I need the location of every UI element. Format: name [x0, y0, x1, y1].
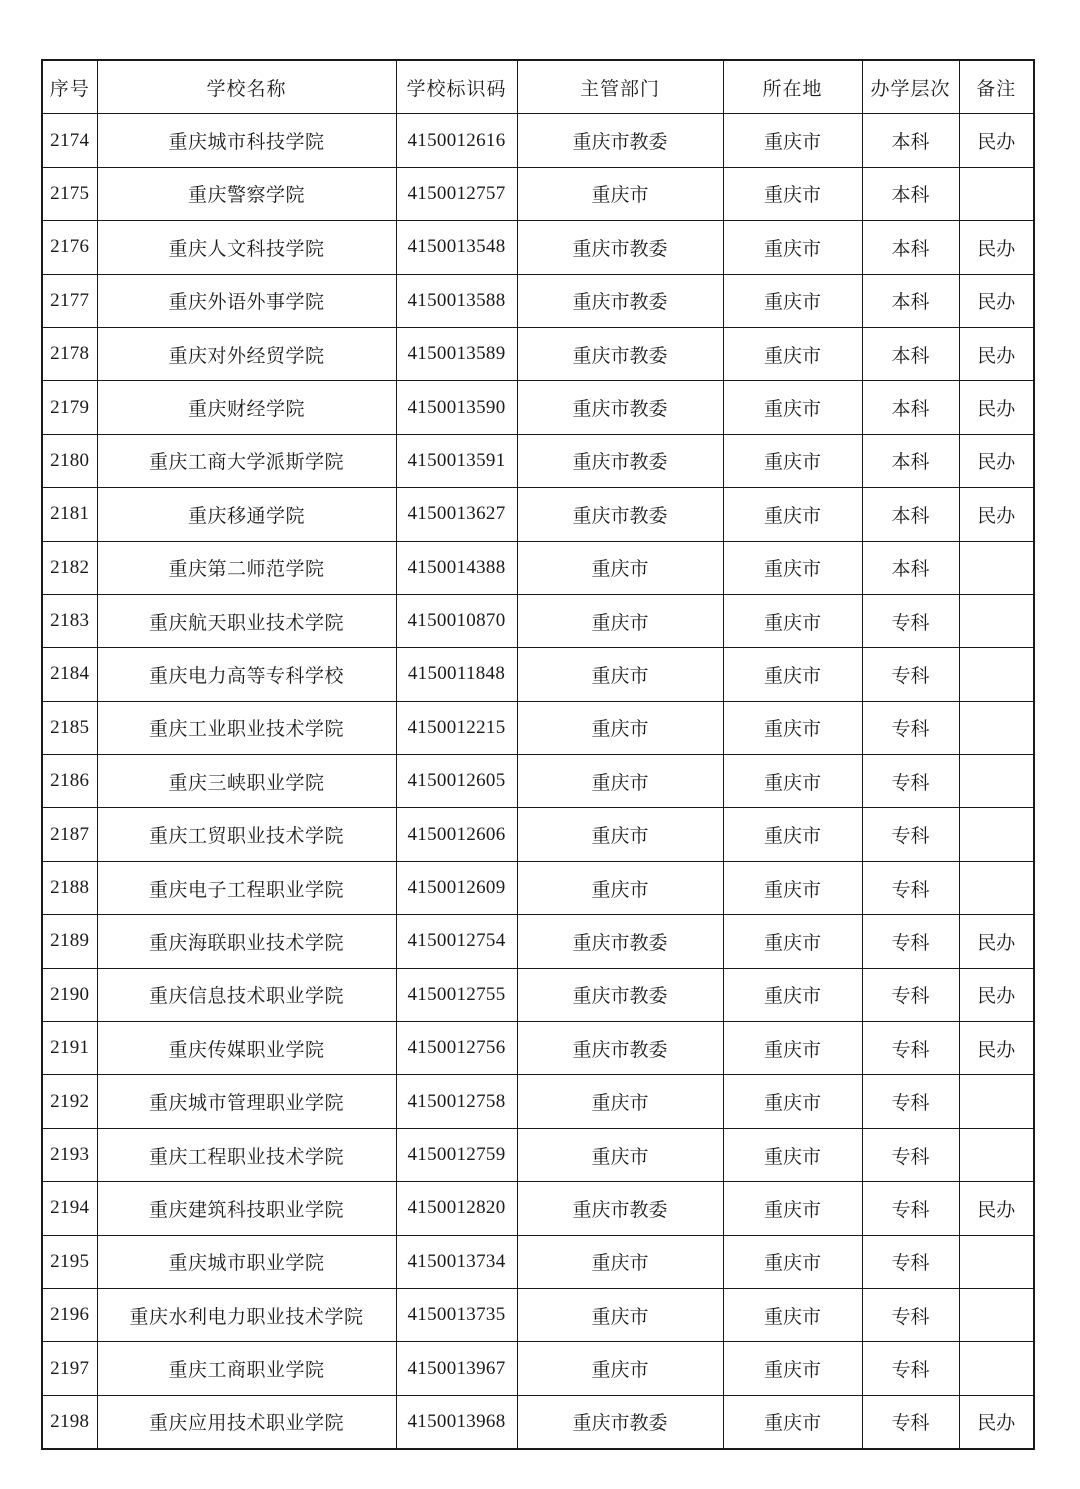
header-location: 所在地: [723, 60, 862, 114]
table-row: [42, 1128, 1034, 1181]
cell-remark: 民办: [959, 221, 1034, 274]
cell-level: 专科: [862, 915, 959, 968]
header-row: [42, 60, 1034, 114]
cell-department: 重庆市教委: [517, 1182, 723, 1235]
table-row: [42, 1395, 1034, 1449]
cell-department: 重庆市教委: [517, 381, 723, 434]
table-row: [42, 808, 1034, 861]
table-row: [42, 488, 1034, 541]
cell-name: 重庆海联职业技术学院: [97, 915, 396, 968]
cell-code: 4150013968: [396, 1395, 517, 1449]
cell-name: 重庆电子工程职业学院: [97, 861, 396, 914]
cell-remark: [959, 167, 1034, 220]
cell-code: 4150010870: [396, 594, 517, 647]
cell-location: 重庆市: [723, 488, 862, 541]
cell-code: 4150013590: [396, 381, 517, 434]
cell-level: 本科: [862, 434, 959, 487]
cell-department: 重庆市教委: [517, 1395, 723, 1449]
header-school-name: 学校名称: [97, 60, 396, 114]
cell-location: 重庆市: [723, 1235, 862, 1288]
cell-code: 4150012605: [396, 755, 517, 808]
cell-department: 重庆市教委: [517, 327, 723, 380]
cell-location: 重庆市: [723, 594, 862, 647]
cell-level: 专科: [862, 968, 959, 1021]
cell-location: 重庆市: [723, 1128, 862, 1181]
table-row: [42, 648, 1034, 701]
header-level: 办学层次: [862, 60, 959, 114]
cell-remark: 民办: [959, 488, 1034, 541]
cell-department: 重庆市教委: [517, 1022, 723, 1075]
table-row: [42, 381, 1034, 434]
cell-remark: 民办: [959, 114, 1034, 167]
table-row: [42, 1288, 1034, 1341]
cell-department: 重庆市: [517, 701, 723, 754]
cell-level: 专科: [862, 1395, 959, 1449]
cell-seq: 2191: [42, 1022, 97, 1075]
cell-name: 重庆工商大学派斯学院: [97, 434, 396, 487]
cell-code: 4150011848: [396, 648, 517, 701]
table-row: [42, 541, 1034, 594]
cell-seq: 2176: [42, 221, 97, 274]
cell-code: 4150013735: [396, 1288, 517, 1341]
cell-seq: 2195: [42, 1235, 97, 1288]
cell-location: 重庆市: [723, 648, 862, 701]
table-row: [42, 274, 1034, 327]
cell-department: 重庆市: [517, 1075, 723, 1128]
cell-name: 重庆信息技术职业学院: [97, 968, 396, 1021]
cell-department: 重庆市教委: [517, 434, 723, 487]
cell-level: 专科: [862, 701, 959, 754]
table-row: [42, 221, 1034, 274]
cell-department: 重庆市教委: [517, 221, 723, 274]
cell-level: 本科: [862, 488, 959, 541]
cell-seq: 2180: [42, 434, 97, 487]
cell-department: 重庆市: [517, 1288, 723, 1341]
cell-remark: 民办: [959, 1395, 1034, 1449]
cell-location: 重庆市: [723, 434, 862, 487]
cell-remark: [959, 755, 1034, 808]
cell-name: 重庆城市职业学院: [97, 1235, 396, 1288]
cell-level: 本科: [862, 327, 959, 380]
cell-name: 重庆工贸职业技术学院: [97, 808, 396, 861]
cell-remark: 民办: [959, 274, 1034, 327]
cell-remark: 民办: [959, 381, 1034, 434]
cell-code: 4150012754: [396, 915, 517, 968]
cell-code: 4150013591: [396, 434, 517, 487]
table-row: [42, 968, 1034, 1021]
cell-location: 重庆市: [723, 274, 862, 327]
cell-remark: 民办: [959, 915, 1034, 968]
table-header: [42, 60, 1034, 114]
cell-department: 重庆市教委: [517, 968, 723, 1021]
cell-remark: [959, 808, 1034, 861]
cell-name: 重庆应用技术职业学院: [97, 1395, 396, 1449]
cell-level: 专科: [862, 861, 959, 914]
table-row: [42, 701, 1034, 754]
header-department: 主管部门: [517, 60, 723, 114]
cell-level: 专科: [862, 755, 959, 808]
cell-name: 重庆航天职业技术学院: [97, 594, 396, 647]
cell-code: 4150012215: [396, 701, 517, 754]
cell-remark: [959, 1288, 1034, 1341]
cell-code: 4150012759: [396, 1128, 517, 1181]
cell-level: 本科: [862, 274, 959, 327]
cell-code: 4150012758: [396, 1075, 517, 1128]
cell-location: 重庆市: [723, 1342, 862, 1395]
cell-code: 4150012616: [396, 114, 517, 167]
cell-name: 重庆警察学院: [97, 167, 396, 220]
cell-name: 重庆城市科技学院: [97, 114, 396, 167]
cell-name: 重庆工商职业学院: [97, 1342, 396, 1395]
cell-location: 重庆市: [723, 1288, 862, 1341]
cell-level: 专科: [862, 1182, 959, 1235]
cell-location: 重庆市: [723, 755, 862, 808]
cell-code: 4150013589: [396, 327, 517, 380]
cell-seq: 2181: [42, 488, 97, 541]
cell-department: 重庆市: [517, 541, 723, 594]
cell-level: 专科: [862, 1128, 959, 1181]
cell-level: 专科: [862, 1288, 959, 1341]
cell-code: 4150012756: [396, 1022, 517, 1075]
cell-location: 重庆市: [723, 1395, 862, 1449]
cell-location: 重庆市: [723, 221, 862, 274]
cell-department: 重庆市: [517, 861, 723, 914]
cell-seq: 2194: [42, 1182, 97, 1235]
cell-level: 专科: [862, 1022, 959, 1075]
cell-seq: 2190: [42, 968, 97, 1021]
cell-department: 重庆市教委: [517, 915, 723, 968]
cell-name: 重庆人文科技学院: [97, 221, 396, 274]
cell-location: 重庆市: [723, 541, 862, 594]
cell-location: 重庆市: [723, 114, 862, 167]
cell-remark: 民办: [959, 327, 1034, 380]
cell-code: 4150013627: [396, 488, 517, 541]
cell-level: 专科: [862, 594, 959, 647]
cell-department: 重庆市: [517, 1128, 723, 1181]
cell-location: 重庆市: [723, 808, 862, 861]
cell-seq: 2175: [42, 167, 97, 220]
cell-department: 重庆市: [517, 167, 723, 220]
cell-seq: 2177: [42, 274, 97, 327]
table-row: [42, 1022, 1034, 1075]
table-row: [42, 755, 1034, 808]
table-row: [42, 1182, 1034, 1235]
cell-location: 重庆市: [723, 861, 862, 914]
cell-code: 4150013967: [396, 1342, 517, 1395]
cell-name: 重庆水利电力职业技术学院: [97, 1288, 396, 1341]
cell-level: 本科: [862, 541, 959, 594]
cell-level: 专科: [862, 648, 959, 701]
cell-remark: [959, 1342, 1034, 1395]
cell-location: 重庆市: [723, 1075, 862, 1128]
cell-seq: 2182: [42, 541, 97, 594]
cell-location: 重庆市: [723, 701, 862, 754]
cell-code: 4150012820: [396, 1182, 517, 1235]
cell-level: 本科: [862, 167, 959, 220]
cell-code: 4150013548: [396, 221, 517, 274]
header-remark: 备注: [959, 60, 1034, 114]
cell-name: 重庆对外经贸学院: [97, 327, 396, 380]
cell-level: 本科: [862, 221, 959, 274]
cell-name: 重庆电力高等专科学校: [97, 648, 396, 701]
cell-seq: 2174: [42, 114, 97, 167]
school-list-table: [41, 59, 1035, 1450]
cell-seq: 2189: [42, 915, 97, 968]
cell-level: 本科: [862, 114, 959, 167]
cell-location: 重庆市: [723, 1182, 862, 1235]
cell-remark: [959, 1075, 1034, 1128]
cell-code: 4150014388: [396, 541, 517, 594]
cell-level: 专科: [862, 808, 959, 861]
cell-remark: 民办: [959, 1182, 1034, 1235]
cell-level: 专科: [862, 1075, 959, 1128]
cell-code: 4150013734: [396, 1235, 517, 1288]
cell-seq: 2179: [42, 381, 97, 434]
cell-remark: [959, 1128, 1034, 1181]
table-row: [42, 1075, 1034, 1128]
cell-code: 4150012757: [396, 167, 517, 220]
table-row: [42, 1342, 1034, 1395]
header-seq: 序号: [42, 60, 97, 114]
cell-seq: 2198: [42, 1395, 97, 1449]
table-row: [42, 114, 1034, 167]
cell-level: 专科: [862, 1342, 959, 1395]
cell-seq: 2193: [42, 1128, 97, 1181]
cell-remark: [959, 594, 1034, 647]
cell-remark: [959, 648, 1034, 701]
cell-department: 重庆市: [517, 755, 723, 808]
cell-department: 重庆市教委: [517, 114, 723, 167]
table-body: [42, 114, 1034, 1449]
cell-location: 重庆市: [723, 968, 862, 1021]
cell-seq: 2192: [42, 1075, 97, 1128]
header-school-code: 学校标识码: [396, 60, 517, 114]
cell-seq: 2187: [42, 808, 97, 861]
table-row: [42, 434, 1034, 487]
cell-department: 重庆市: [517, 1235, 723, 1288]
cell-code: 4150013588: [396, 274, 517, 327]
cell-name: 重庆第二师范学院: [97, 541, 396, 594]
cell-location: 重庆市: [723, 167, 862, 220]
cell-seq: 2188: [42, 861, 97, 914]
cell-department: 重庆市: [517, 1342, 723, 1395]
cell-remark: 民办: [959, 1022, 1034, 1075]
cell-name: 重庆工业职业技术学院: [97, 701, 396, 754]
cell-name: 重庆工程职业技术学院: [97, 1128, 396, 1181]
cell-name: 重庆三峡职业学院: [97, 755, 396, 808]
cell-seq: 2196: [42, 1288, 97, 1341]
cell-department: 重庆市: [517, 648, 723, 701]
cell-remark: [959, 861, 1034, 914]
cell-remark: [959, 701, 1034, 754]
cell-name: 重庆移通学院: [97, 488, 396, 541]
cell-department: 重庆市: [517, 594, 723, 647]
cell-seq: 2197: [42, 1342, 97, 1395]
cell-code: 4150012755: [396, 968, 517, 1021]
cell-remark: [959, 541, 1034, 594]
table-row: [42, 167, 1034, 220]
cell-location: 重庆市: [723, 1022, 862, 1075]
cell-seq: 2186: [42, 755, 97, 808]
cell-seq: 2183: [42, 594, 97, 647]
cell-remark: [959, 1235, 1034, 1288]
table-row: [42, 861, 1034, 914]
cell-name: 重庆外语外事学院: [97, 274, 396, 327]
cell-location: 重庆市: [723, 915, 862, 968]
cell-code: 4150012609: [396, 861, 517, 914]
cell-seq: 2185: [42, 701, 97, 754]
cell-level: 专科: [862, 1235, 959, 1288]
cell-location: 重庆市: [723, 381, 862, 434]
cell-name: 重庆建筑科技职业学院: [97, 1182, 396, 1235]
cell-name: 重庆城市管理职业学院: [97, 1075, 396, 1128]
cell-name: 重庆传媒职业学院: [97, 1022, 396, 1075]
cell-department: 重庆市教委: [517, 488, 723, 541]
cell-remark: 民办: [959, 968, 1034, 1021]
cell-seq: 2184: [42, 648, 97, 701]
cell-level: 本科: [862, 381, 959, 434]
cell-name: 重庆财经学院: [97, 381, 396, 434]
table-row: [42, 327, 1034, 380]
cell-remark: 民办: [959, 434, 1034, 487]
table-row: [42, 594, 1034, 647]
cell-code: 4150012606: [396, 808, 517, 861]
table-row: [42, 915, 1034, 968]
cell-department: 重庆市: [517, 808, 723, 861]
cell-department: 重庆市教委: [517, 274, 723, 327]
cell-location: 重庆市: [723, 327, 862, 380]
table-row: [42, 1235, 1034, 1288]
cell-seq: 2178: [42, 327, 97, 380]
